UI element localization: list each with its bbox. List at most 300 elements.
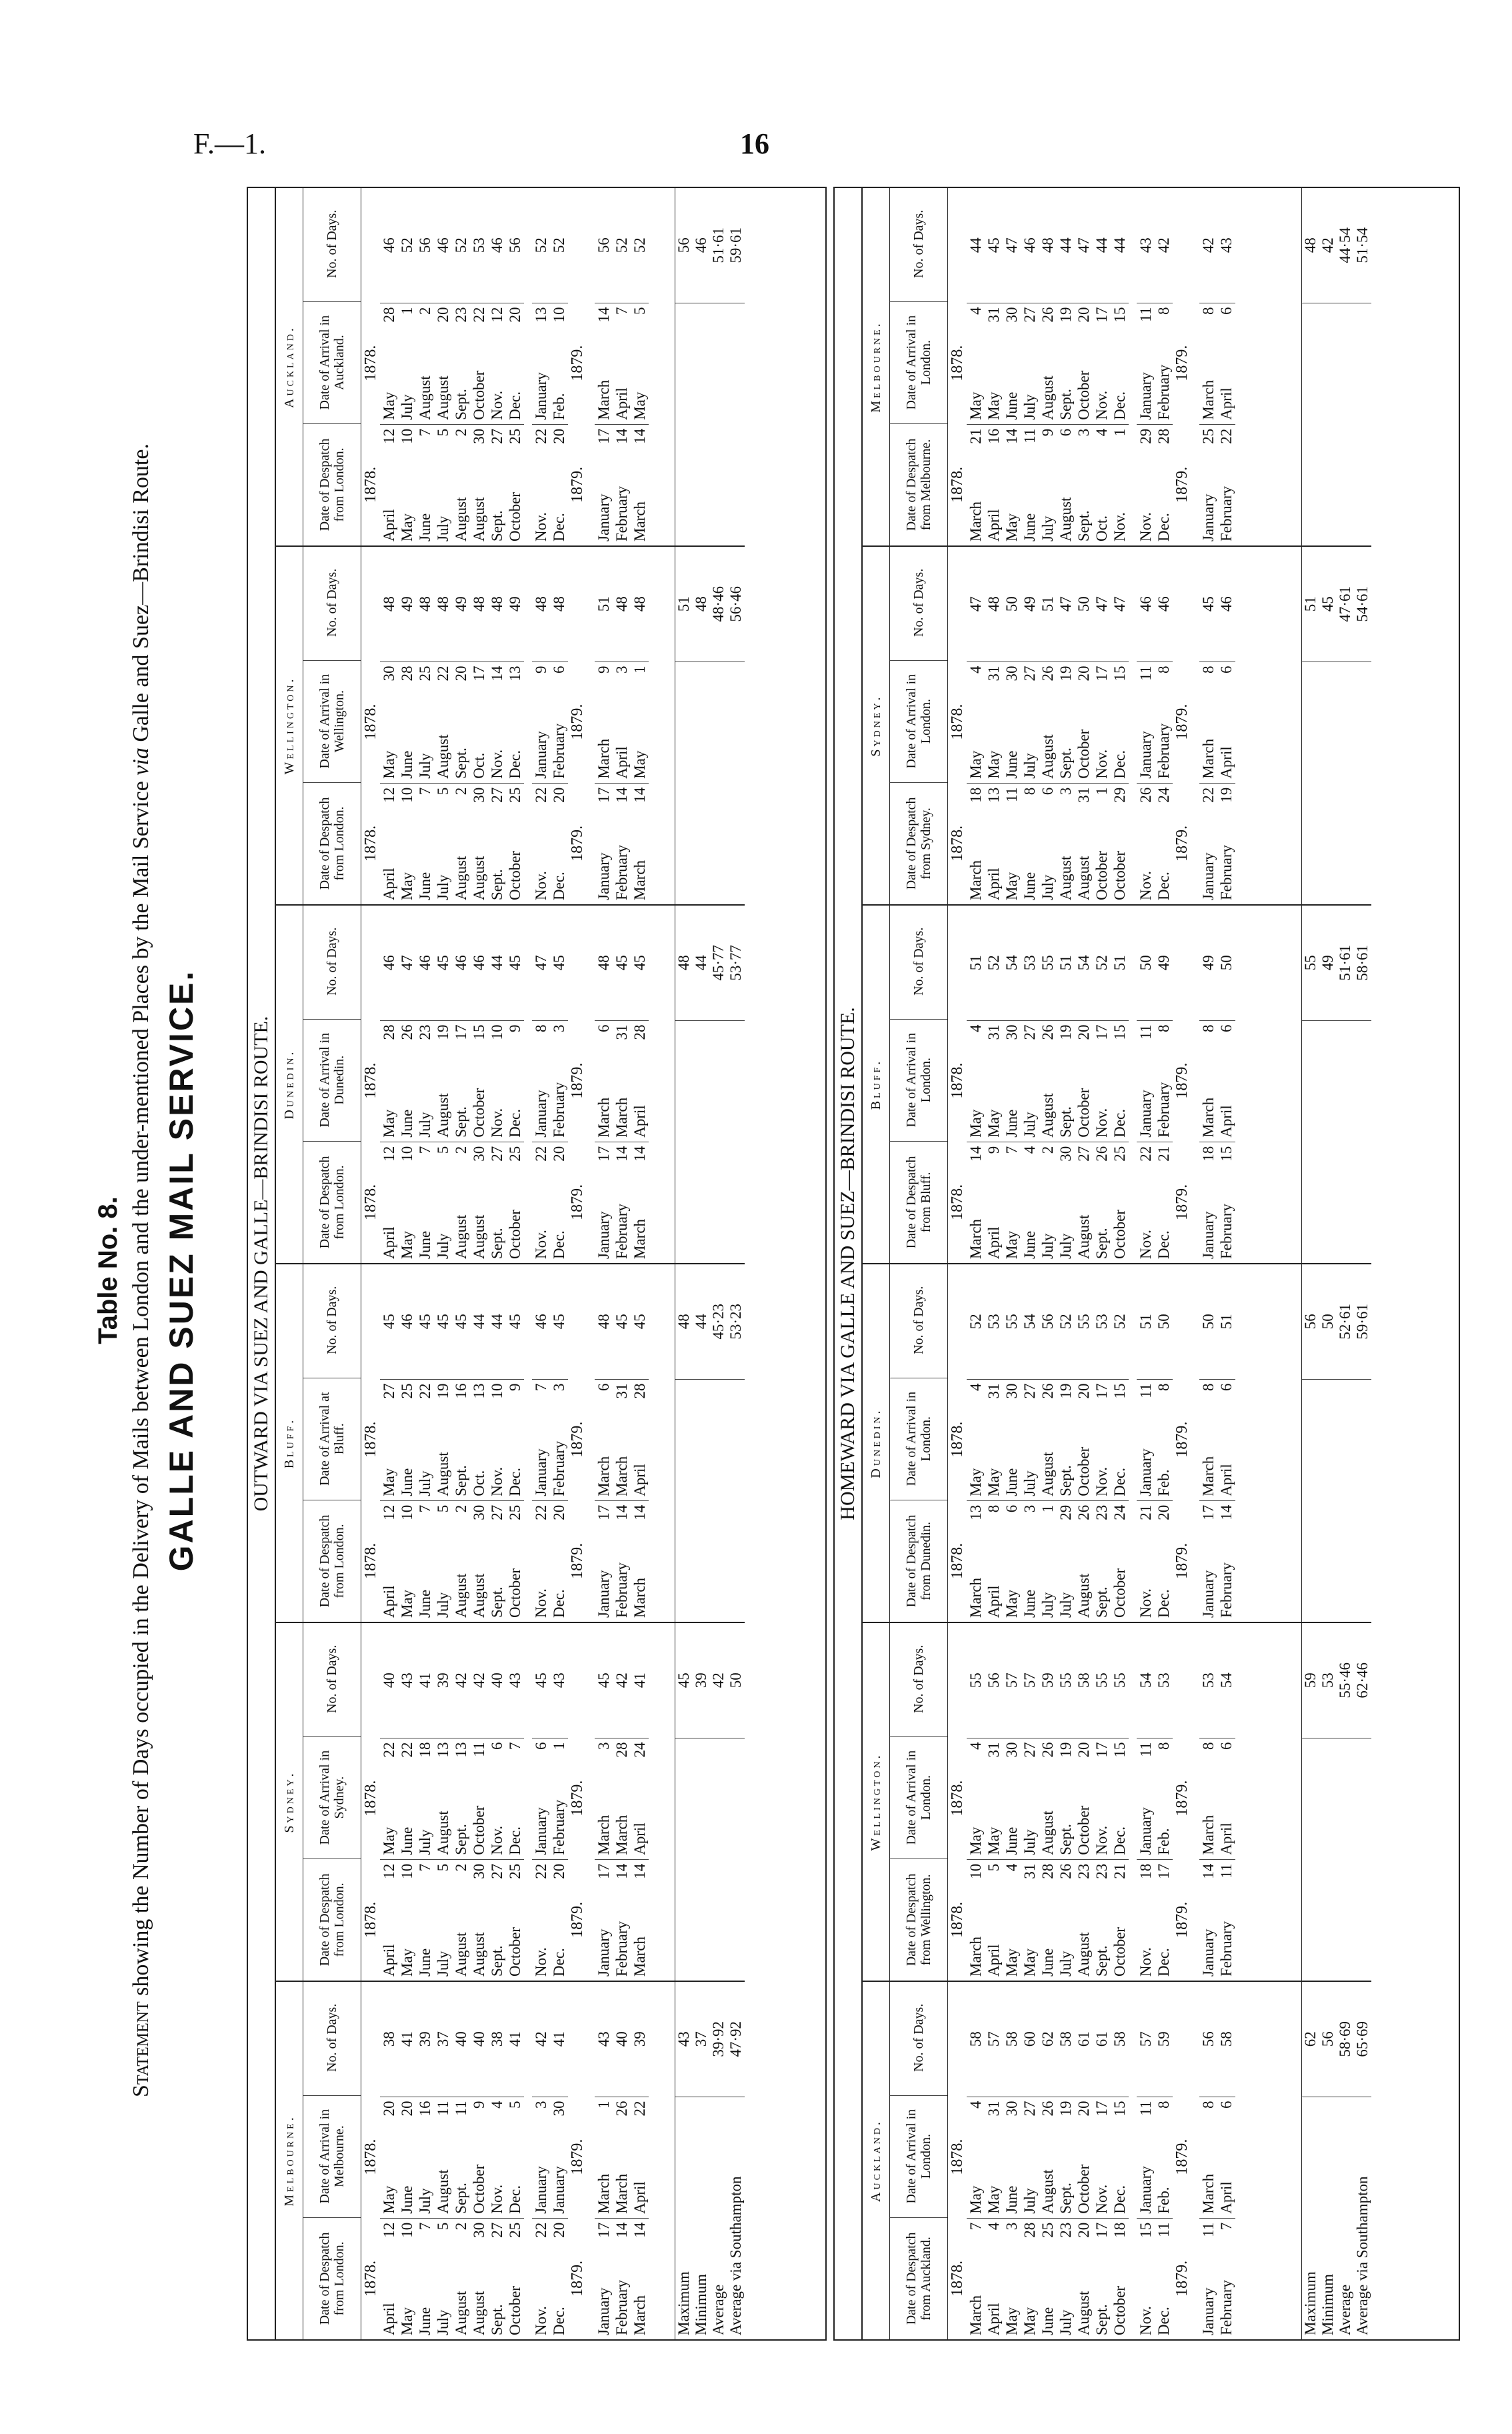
stats-block — [675, 1623, 745, 1981]
despatch-cell — [380, 1500, 398, 1622]
year-row — [568, 906, 587, 1263]
arrival-day: 5 — [507, 2101, 523, 2109]
table-row — [613, 547, 631, 904]
year-label: 1879. — [569, 825, 586, 862]
stat-label: Minimum — [1319, 2097, 1337, 2339]
column-header: Date of Arrival in Sydney. — [303, 1736, 361, 1859]
column-header: Date of Arrival in London. — [890, 2095, 947, 2217]
despatch-cell — [1075, 1859, 1093, 1981]
days-cell: 54 — [1075, 955, 1092, 971]
despatch-cell — [595, 424, 613, 545]
arrival-cell — [1039, 303, 1057, 424]
table-row — [470, 906, 488, 1263]
arrival-day: 8 — [1200, 1383, 1217, 1392]
arrival-month: August — [1039, 734, 1056, 779]
days-cell: 45 — [435, 955, 451, 971]
arrival-month: Nov. — [489, 1108, 505, 1138]
stat-row — [675, 1623, 693, 1981]
table-row — [1137, 906, 1155, 1263]
stat-label — [1319, 303, 1337, 545]
despatch-cell — [967, 1500, 985, 1622]
days-cell: 42 — [1155, 237, 1172, 253]
arrival-cell — [1137, 2097, 1155, 2218]
despatch-month: January — [1200, 2287, 1217, 2335]
despatch-cell — [613, 2218, 631, 2339]
arrival-month: May — [985, 1468, 1002, 1496]
row-gap — [1129, 188, 1137, 545]
despatch-month: March — [631, 2295, 648, 2335]
days-cell: 45 — [595, 1672, 612, 1688]
despatch-cell — [1137, 783, 1155, 904]
despatch-day: 7 — [417, 428, 433, 437]
arrival-day: 9 — [507, 1024, 523, 1033]
arrival-day: 7 — [533, 1383, 549, 1392]
despatch-day: 23 — [1075, 1863, 1092, 1879]
despatch-cell — [434, 783, 452, 904]
arrival-month: May — [967, 1109, 984, 1138]
despatch-day: 20 — [551, 1146, 567, 1162]
despatch-day: 30 — [471, 787, 487, 803]
days-cell: 58 — [967, 2031, 984, 2047]
despatch-day: 20 — [551, 2222, 567, 2238]
days-cell: 54 — [1137, 1672, 1154, 1688]
despatch-cell — [985, 1859, 1003, 1981]
stat-value: 48 — [693, 596, 709, 612]
year-row — [361, 1982, 380, 2339]
stat-value: 44 — [693, 955, 709, 971]
row-gap — [524, 1264, 532, 1622]
arrival-cell — [1057, 662, 1075, 783]
arrival-cell — [452, 2097, 470, 2218]
despatch-cell — [1111, 1142, 1129, 1263]
row-gap — [1191, 1264, 1199, 1622]
arrival-day: 6 — [595, 1024, 612, 1033]
arrival-cell — [1057, 1738, 1075, 1859]
despatch-cell — [488, 783, 506, 904]
arrival-cell — [416, 2097, 434, 2218]
table-row — [985, 547, 1003, 904]
despatch-month: August — [1057, 856, 1074, 900]
despatch-day: 22 — [533, 1863, 549, 1879]
despatch-day: 14 — [631, 1863, 648, 1879]
year-row — [568, 1623, 587, 1981]
stat-value: 42 — [1319, 237, 1336, 253]
stat-value: 51·54 — [1354, 227, 1371, 263]
stat-value: 45·23 — [710, 1303, 727, 1340]
arrival-day: 17 — [1093, 1024, 1110, 1040]
arrival-cell — [452, 1020, 470, 1142]
despatch-month: July — [435, 874, 451, 900]
despatch-cell — [1137, 424, 1155, 545]
table-row — [470, 1623, 488, 1981]
arrival-month: March — [595, 1456, 612, 1496]
days-cell: 53 — [985, 1314, 1002, 1330]
arrival-month: August — [1039, 1452, 1056, 1496]
despatch-month: October — [1111, 1927, 1128, 1977]
days-cell: 57 — [1137, 2031, 1154, 2047]
row-gap — [1191, 547, 1199, 904]
despatch-day: 14 — [613, 2222, 630, 2238]
homeward-group — [863, 1981, 1371, 2339]
table-row — [470, 547, 488, 904]
despatch-cell — [1039, 1500, 1057, 1622]
days-cell: 49 — [507, 596, 523, 612]
arrival-month: June — [399, 750, 415, 779]
days-cell: 45 — [507, 1314, 523, 1330]
stat-row — [1302, 1982, 1319, 2339]
despatch-day: 2 — [453, 787, 469, 796]
arrival-cell — [1217, 1379, 1235, 1500]
stat-row — [727, 547, 745, 904]
stats-block — [1301, 906, 1371, 1263]
despatch-month: Sept. — [1093, 2304, 1110, 2335]
table-row — [1039, 1623, 1057, 1981]
despatch-cell — [380, 783, 398, 904]
year-label: 1879. — [569, 1421, 586, 1458]
despatch-cell — [967, 2218, 985, 2339]
column-header: Date of Despatch from London. — [303, 2217, 361, 2339]
arrival-cell — [967, 1738, 985, 1859]
despatch-cell — [1057, 1859, 1075, 1981]
arrival-month: January — [1137, 1448, 1154, 1496]
days-cell: 44 — [489, 1314, 505, 1330]
table-row — [1155, 906, 1173, 1263]
arrival-day: 1 — [399, 307, 415, 315]
despatch-cell — [1003, 1859, 1021, 1981]
table-row — [1155, 1264, 1173, 1622]
arrival-month: March — [595, 2173, 612, 2214]
despatch-month: July — [1039, 515, 1056, 541]
stat-value: 48 — [1302, 237, 1319, 253]
despatch-month: Sept. — [1093, 1945, 1110, 1977]
despatch-month: January — [595, 852, 612, 900]
arrival-cell — [506, 1379, 524, 1500]
stat-row — [1354, 1623, 1371, 1981]
arrival-cell — [985, 1379, 1003, 1500]
arrival-cell — [416, 662, 434, 783]
arrival-day: 15 — [1111, 307, 1128, 323]
row-gap — [587, 188, 595, 545]
table-row — [613, 1264, 631, 1622]
arrival-day: 8 — [533, 1024, 549, 1033]
column-header: No. of Days. — [325, 1644, 339, 1713]
days-cell: 51 — [1137, 1314, 1154, 1330]
despatch-day: 30 — [471, 1146, 487, 1162]
days-cell: 50 — [1075, 596, 1092, 612]
column-headers — [303, 188, 361, 545]
table-row — [613, 188, 631, 545]
group-name: Melbourne. — [863, 188, 890, 545]
arrival-month: Feb. — [1155, 2187, 1172, 2214]
despatch-day: 26 — [1137, 787, 1154, 803]
despatch-month: Dec. — [551, 1589, 567, 1618]
arrival-day: 13 — [507, 666, 523, 682]
despatch-month: Sept. — [489, 869, 505, 900]
arrival-month: January — [533, 1090, 549, 1138]
arrival-month: May — [967, 1468, 984, 1496]
table-row — [1217, 188, 1235, 545]
arrival-day: 28 — [399, 666, 415, 682]
arrival-cell — [595, 1020, 613, 1142]
despatch-month: May — [399, 1230, 415, 1259]
days-cell: 47 — [967, 596, 984, 612]
despatch-day: 20 — [1155, 1504, 1172, 1520]
arrival-cell — [452, 303, 470, 424]
year-row — [361, 906, 380, 1263]
days-cell: 57 — [1003, 1672, 1020, 1688]
days-cell: 40 — [381, 1672, 397, 1688]
year-row — [948, 547, 967, 904]
table-row — [1217, 1623, 1235, 1981]
despatch-day: 10 — [399, 428, 415, 444]
despatch-day: 18 — [1137, 1863, 1154, 1879]
table-row — [1021, 1623, 1039, 1981]
row-gap — [1129, 906, 1137, 1263]
days-cell: 55 — [1003, 1314, 1020, 1330]
days-cell: 44 — [1057, 237, 1074, 253]
stat-value: 56 — [675, 237, 692, 253]
arrival-day: 31 — [985, 1024, 1002, 1040]
stat-value: 55 — [1302, 955, 1319, 971]
stat-label — [1319, 1379, 1337, 1622]
arrival-month: February — [551, 1440, 567, 1496]
arrival-day: 20 — [1075, 307, 1092, 323]
homeward-group — [863, 1263, 1371, 1622]
despatch-cell — [613, 1500, 631, 1622]
arrival-cell — [434, 1020, 452, 1142]
table-row — [380, 1623, 398, 1981]
stat-label: Average — [1337, 2097, 1354, 2339]
despatch-cell — [613, 1859, 631, 1981]
despatch-cell — [506, 783, 524, 904]
despatch-cell — [416, 1859, 434, 1981]
days-cell: 59 — [1039, 1672, 1056, 1688]
stat-label — [675, 1020, 693, 1263]
arrival-cell — [470, 1738, 488, 1859]
despatch-month: April — [381, 1585, 397, 1618]
column-headers — [890, 1982, 948, 2339]
stat-row — [1319, 1982, 1337, 2339]
despatch-month: Nov. — [1137, 1947, 1154, 1977]
table-row — [1155, 188, 1173, 545]
arrival-cell — [1111, 2097, 1129, 2218]
homeward-group — [863, 545, 1371, 904]
despatch-month: May — [1003, 872, 1020, 900]
despatch-month: June — [417, 1589, 433, 1618]
stat-value: 62 — [1302, 2031, 1319, 2047]
stat-value: 37 — [693, 2031, 709, 2047]
days-cell: 44 — [471, 1314, 487, 1330]
table-row — [1217, 906, 1235, 1263]
arrival-cell — [1021, 1738, 1039, 1859]
despatch-cell — [532, 783, 550, 904]
days-cell: 55 — [1075, 1314, 1092, 1330]
column-header: No. of Days. — [911, 1286, 926, 1354]
despatch-month: May — [1003, 1589, 1020, 1618]
column-header: Date of Arrival in London. — [890, 1378, 947, 1500]
arrival-day: 22 — [417, 1383, 433, 1399]
despatch-day: 22 — [1137, 1146, 1154, 1162]
days-cell: 46 — [1218, 596, 1235, 612]
despatch-month: July — [435, 1592, 451, 1618]
arrival-day: 19 — [1057, 666, 1074, 682]
arrival-day: 6 — [551, 666, 567, 674]
arrival-cell — [1199, 1020, 1217, 1142]
table-row — [550, 1264, 568, 1622]
despatch-cell — [1199, 1500, 1217, 1622]
stat-row — [1302, 188, 1319, 545]
column-headers — [303, 1623, 361, 1981]
table-row — [1217, 547, 1235, 904]
despatch-day: 25 — [507, 428, 523, 444]
arrival-month: Nov. — [1093, 1825, 1110, 1855]
days-cell: 50 — [1137, 955, 1154, 971]
arrival-day: 15 — [471, 1024, 487, 1040]
arrival-month: May — [381, 1468, 397, 1496]
row-gap — [587, 1264, 595, 1622]
despatch-month: July — [1039, 1592, 1056, 1618]
despatch-day: 1 — [1093, 787, 1110, 796]
arrival-day: 3 — [595, 1742, 612, 1750]
column-headers — [890, 1264, 948, 1622]
despatch-day: 10 — [967, 1863, 984, 1879]
despatch-month: August — [1075, 1573, 1092, 1618]
year-row — [568, 188, 587, 545]
arrival-day: 27 — [1021, 1742, 1038, 1758]
days-cell: 53 — [1093, 1314, 1110, 1330]
despatch-day: 14 — [1218, 1504, 1235, 1520]
table-row — [595, 906, 613, 1263]
arrival-day: 20 — [1075, 666, 1092, 682]
arrival-day: 30 — [1003, 666, 1020, 682]
stats-block — [1301, 1623, 1371, 1981]
despatch-month: February — [1218, 1921, 1235, 1977]
days-cell: 40 — [453, 2031, 469, 2047]
arrival-day: 31 — [613, 1024, 630, 1040]
column-header: Date of Despatch from Wellington. — [890, 1859, 947, 1981]
days-cell: 43 — [551, 1672, 567, 1688]
arrival-day: 13 — [453, 1742, 469, 1758]
despatch-cell — [1217, 1500, 1235, 1622]
arrival-month: May — [985, 391, 1002, 420]
days-cell: 43 — [399, 1672, 415, 1688]
arrival-cell — [967, 2097, 985, 2218]
stat-label — [727, 1379, 745, 1622]
table-row — [631, 547, 649, 904]
despatch-day: 5 — [435, 1504, 451, 1513]
arrival-cell — [506, 2097, 524, 2218]
arrival-day: 11 — [1137, 307, 1154, 322]
despatch-day: 17 — [595, 428, 612, 444]
despatch-month: May — [1003, 1948, 1020, 1977]
table-row — [1057, 188, 1075, 545]
stat-value: 58·61 — [1354, 944, 1371, 981]
despatch-day: 13 — [967, 1504, 984, 1520]
group-name: Wellington. — [276, 547, 303, 904]
despatch-day: 12 — [381, 1504, 397, 1520]
table-row — [488, 188, 506, 545]
arrival-day: 13 — [471, 1383, 487, 1399]
arrival-month: Nov. — [489, 1466, 505, 1496]
stat-row — [1337, 1264, 1354, 1622]
days-cell: 46 — [489, 237, 505, 253]
despatch-month: July — [435, 1951, 451, 1977]
despatch-day: 17 — [595, 787, 612, 803]
column-header: Date of Arrival at Bluff. — [303, 1378, 361, 1500]
despatch-day: 17 — [595, 1146, 612, 1162]
despatch-month: July — [435, 2309, 451, 2335]
arrival-day: 19 — [435, 1024, 451, 1040]
table-row — [1057, 1982, 1075, 2339]
arrival-day: 8 — [1200, 1024, 1217, 1033]
arrival-day: 6 — [489, 1742, 505, 1750]
column-header: No. of Days. — [325, 568, 339, 637]
despatch-day: 20 — [551, 787, 567, 803]
table-row — [532, 547, 550, 904]
despatch-cell — [631, 2218, 649, 2339]
despatch-month: August — [453, 497, 469, 541]
days-cell: 37 — [435, 2031, 451, 2047]
arrival-day: 6 — [595, 1383, 612, 1392]
arrival-day: 10 — [489, 1383, 505, 1399]
despatch-month: March — [631, 860, 648, 900]
arrival-day: 26 — [1039, 666, 1056, 682]
table-row — [1003, 1264, 1021, 1622]
days-cell: 45 — [507, 955, 523, 971]
stat-value: 59·61 — [727, 227, 744, 263]
column-header: Date of Despatch from Dunedin. — [890, 1500, 947, 1622]
table-row — [550, 906, 568, 1263]
row-gap — [587, 1623, 595, 1981]
despatch-cell — [1057, 2218, 1075, 2339]
arrival-day: 8 — [1155, 307, 1172, 315]
table-row — [380, 1982, 398, 2339]
arrival-month: May — [967, 391, 984, 420]
arrival-cell — [550, 2097, 568, 2218]
days-cell: 47 — [1111, 596, 1128, 612]
arrival-month: August — [435, 1452, 451, 1496]
stat-value: 52·61 — [1337, 1303, 1353, 1340]
days-cell: 48 — [489, 596, 505, 612]
table-row — [595, 1982, 613, 2339]
arrival-month: Dec. — [1111, 1467, 1128, 1496]
despatch-cell — [985, 2218, 1003, 2339]
year-label: 1878. — [362, 2260, 379, 2297]
despatch-day: 21 — [967, 428, 984, 444]
arrival-month: March — [595, 1097, 612, 1138]
days-cell: 51 — [595, 596, 612, 612]
arrival-day: 13 — [533, 307, 549, 323]
stat-row — [1319, 1623, 1337, 1981]
table-row — [1155, 1982, 1173, 2339]
despatch-month: October — [507, 2285, 523, 2335]
despatch-day: 25 — [507, 787, 523, 803]
table-row — [1111, 906, 1129, 1263]
despatch-day: 14 — [1003, 428, 1020, 444]
despatch-cell — [434, 424, 452, 545]
table-row — [1199, 1982, 1217, 2339]
despatch-cell — [967, 1859, 985, 1981]
arrival-month: April — [1218, 2181, 1235, 2214]
arrival-day: 30 — [1003, 1024, 1020, 1040]
stat-value: 42 — [710, 1672, 727, 1688]
despatch-day: 11 — [1200, 2222, 1217, 2237]
stat-value: 48 — [675, 1314, 692, 1330]
column-header: No. of Days. — [325, 1286, 339, 1354]
table-row — [1003, 547, 1021, 904]
days-cell: 59 — [1155, 2031, 1172, 2047]
despatch-cell — [631, 1142, 649, 1263]
